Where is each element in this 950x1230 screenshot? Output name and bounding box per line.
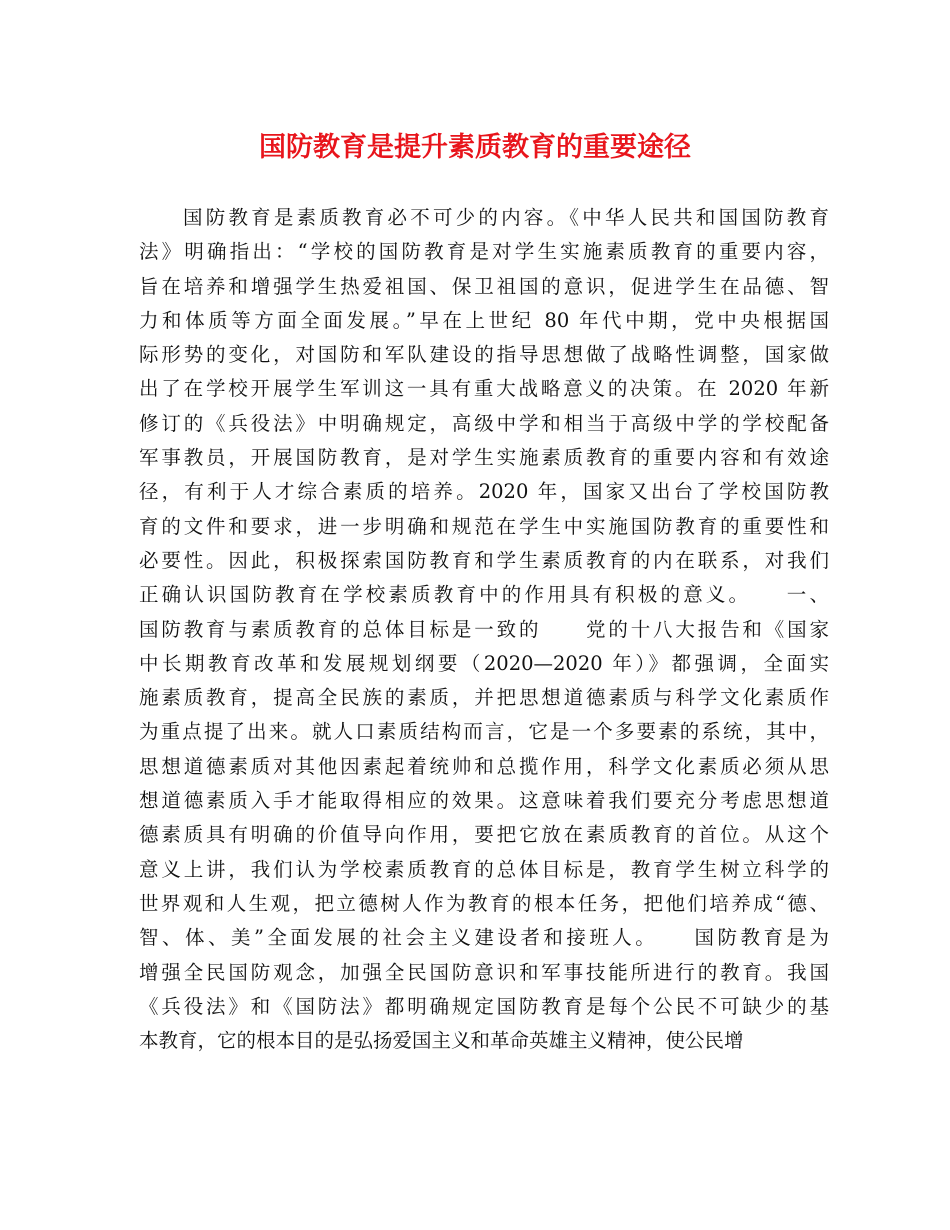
text-line: 意义上讲，我们认为学校素质教育的总体目标是，教育学生树立科学的 [139,857,829,881]
text-line: 出了在学校开展学生军训这一具有重大战略意义的决策。在 2020 年新 [139,377,829,401]
text-line: 际形势的变化，对国防和军队建设的指导思想做了战略性调整，国家做 [139,343,829,367]
text-line: 智、体、美”全面发展的社会主义建设者和接班人。 国防教育是为 [139,926,829,950]
text-line: 中长期教育改革和发展规划纲要（2020—2020 年）》都强调，全面实 [139,651,829,675]
text-line: 育的文件和要求，进一步明确和规范在学生中实施国防教育的重要性和 [139,514,829,538]
text-line: 世界观和人生观，把立德树人作为教育的根本任务，把他们培养成“德、 [139,891,829,915]
text-line: 思想道德素质对其他因素起着统帅和总揽作用，科学文化素质必须从思 [139,754,829,778]
text-line: 国防教育与素质教育的总体目标是一致的 党的十八大报告和《国家 [139,617,829,641]
text-line: 旨在培养和增强学生热爱祖国、保卫祖国的意识，促进学生在品德、智 [139,274,829,298]
text-line: 为重点提了出来。就人口素质结构而言，它是一个多要素的系统，其中， [139,720,829,744]
text-line: 军事教员，开展国防教育，是对学生实施素质教育的重要内容和有效途 [139,446,829,470]
text-line: 德素质具有明确的价值导向作用，要把它放在素质教育的首位。从这个 [139,823,829,847]
text-line: 法》明确指出：“学校的国防教育是对学生实施素质教育的重要内容， [139,240,829,264]
text-line: 施素质教育，提高全民族的素质，并把思想道德素质与科学文化素质作 [139,686,829,710]
text-line: 增强全民国防观念，加强全民国防意识和军事技能所进行的教育。我国 [139,960,829,984]
text-line: 国防教育是素质教育必不可少的内容。《中华人民共和国国防教育 [183,206,829,229]
text-line: 力和体质等方面全面发展。”早在上世纪 80 年代中期，党中央根据国 [139,308,829,332]
text-line: 想道德素质入手才能取得相应的效果。这意味着我们要充分考虑思想道 [139,789,829,813]
text-line: 正确认识国防教育在学校素质教育中的作用具有积极的意义。 一、 [139,583,829,607]
document-title: 国防教育是提升素质教育的重要途径 [259,132,691,163]
text-line: 径，有利于人才综合素质的培养。2020 年，国家又出台了学校国防教 [139,480,829,504]
text-line: 本教育，它的根本目的是弘扬爱国主义和革命英雄主义精神，使公民增 [139,1029,744,1053]
document-body [139,201,829,1058]
text-line: 《兵役法》和《国防法》都明确规定国防教育是每个公民不可缺少的基 [139,994,829,1018]
text-line: 修订的《兵役法》中明确规定，高级中学和相当于高级中学的学校配备 [139,411,829,435]
text-line: 必要性。因此，积极探索国防教育和学生素质教育的内在联系，对我们 [139,548,829,572]
